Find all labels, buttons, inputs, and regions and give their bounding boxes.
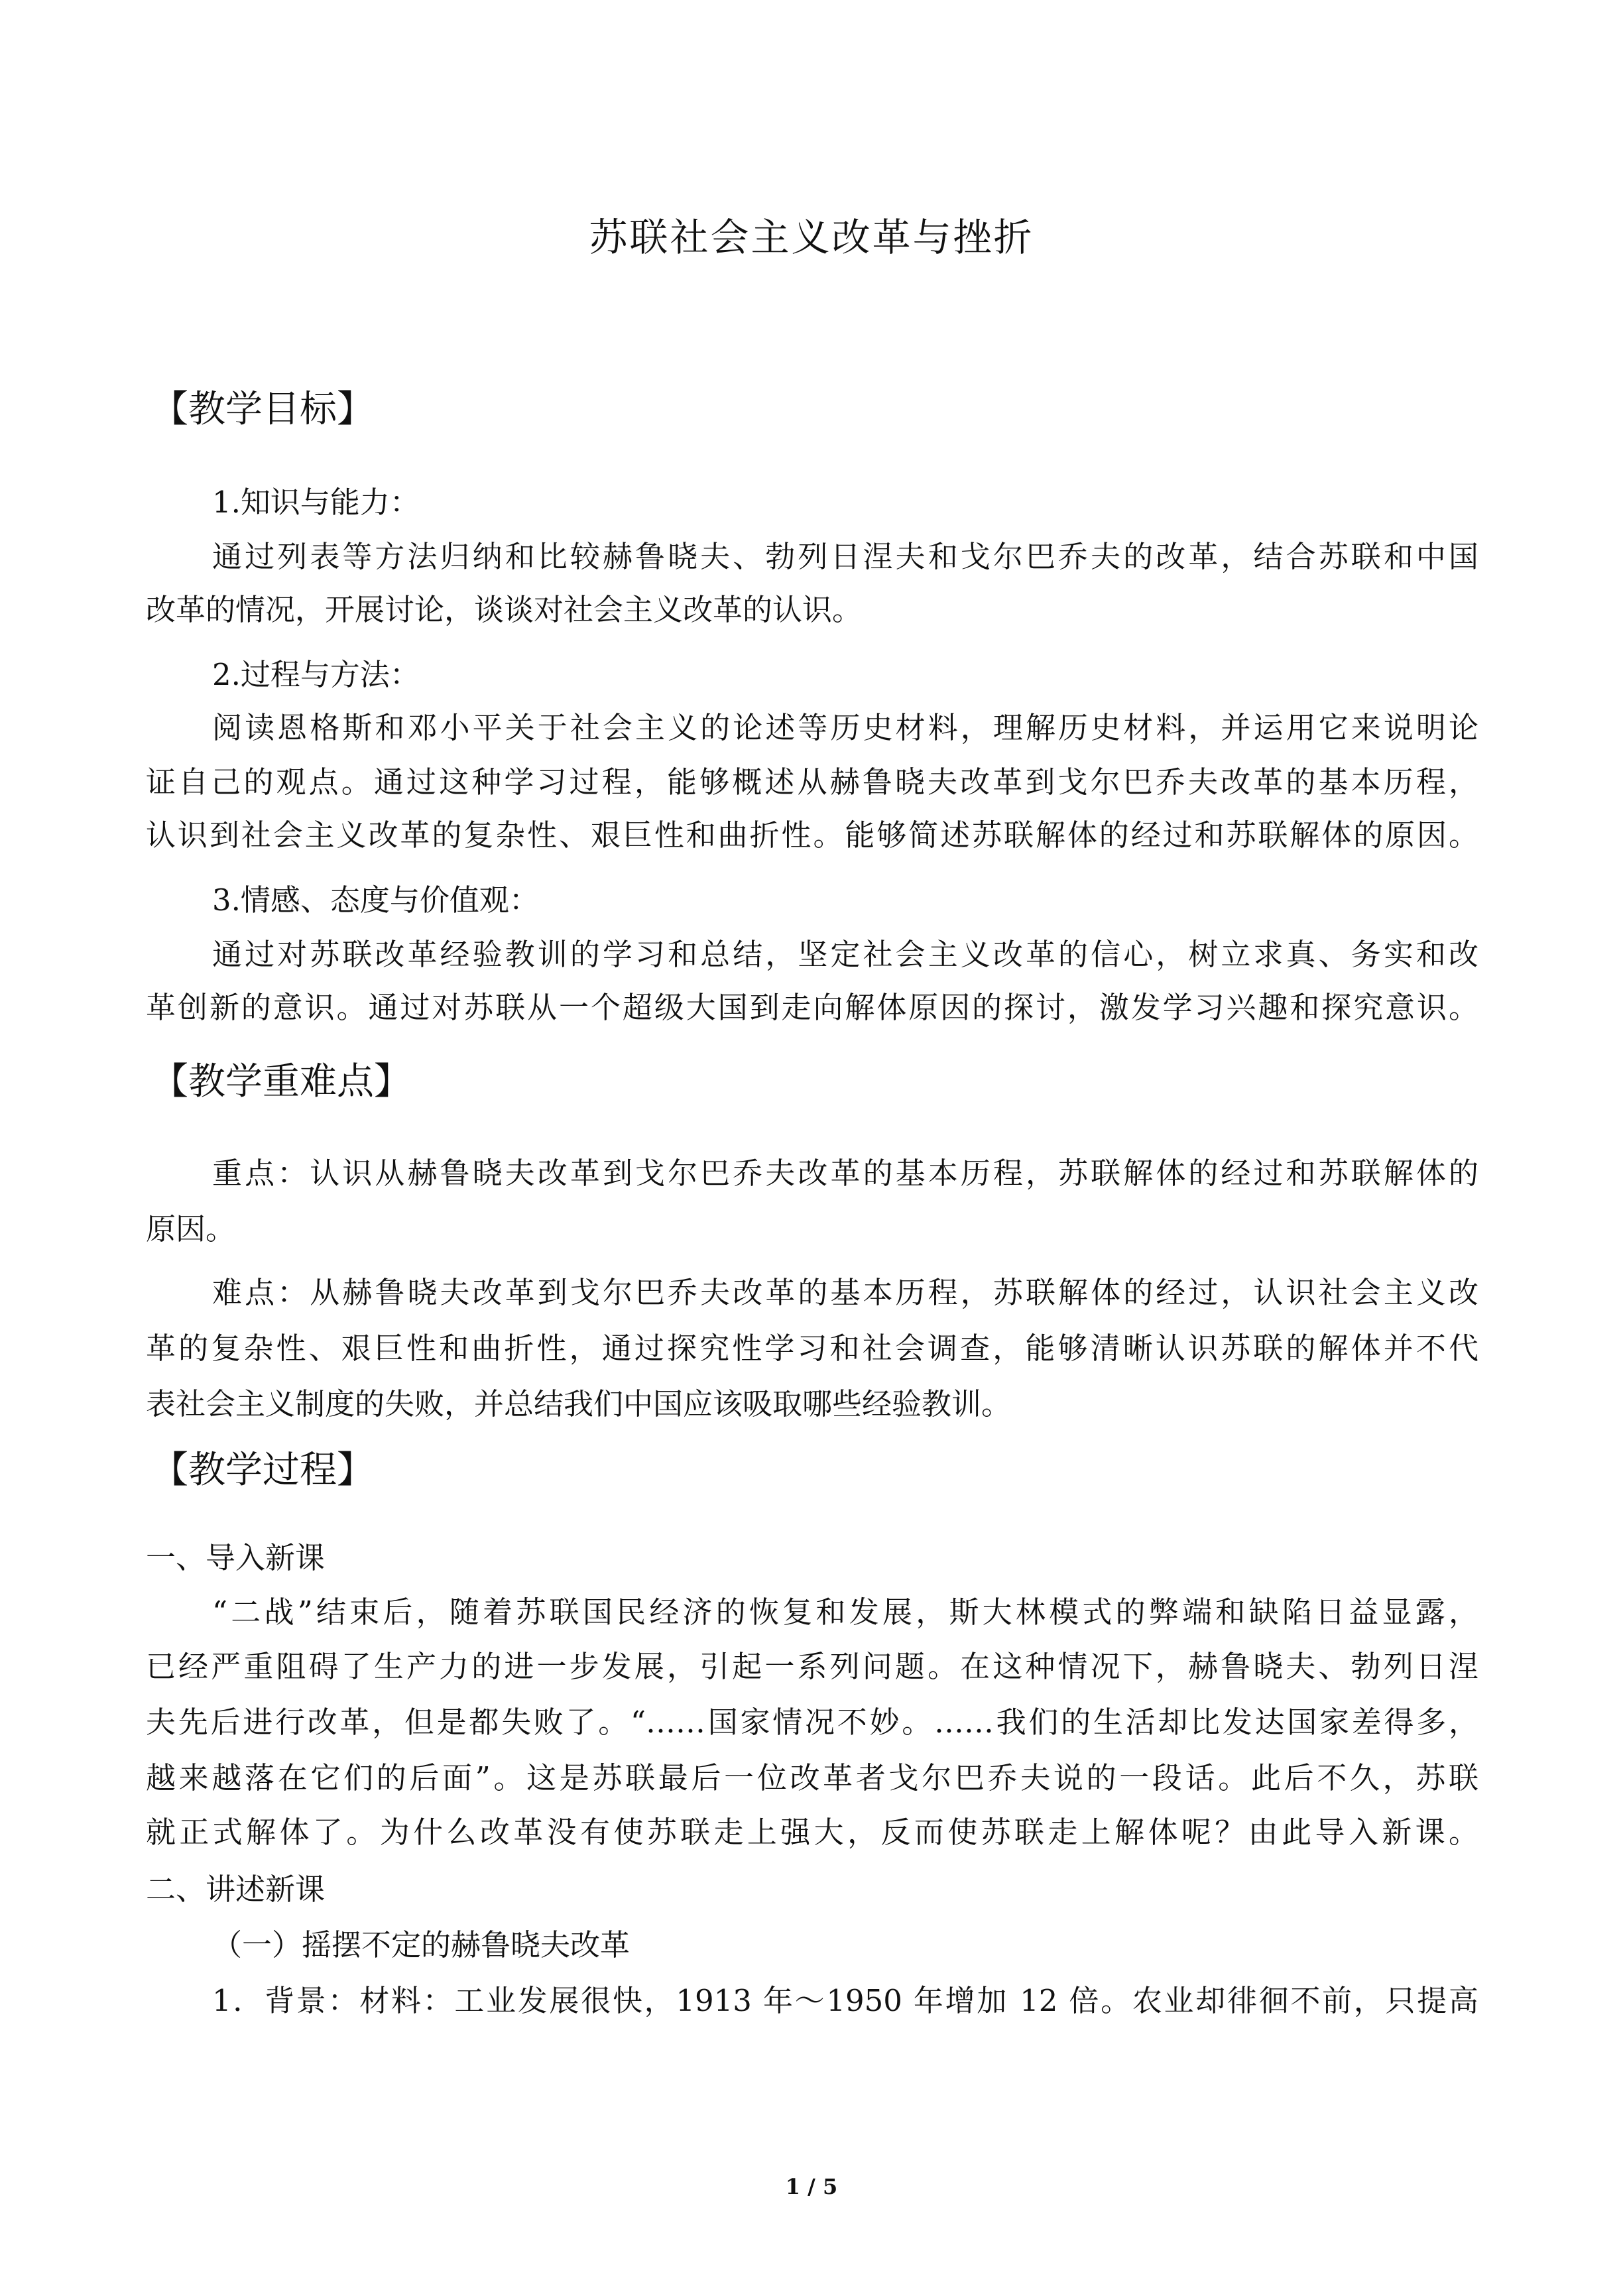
paragraph-line: 证自己的观点。通过这种学习过程，能够概述从赫鲁晓夫改革到戈尔巴乔夫改革的基本历程， [146,764,1478,800]
paragraph-line: 改革的情况，开展讨论，谈谈对社会主义改革的认识。 [146,592,863,627]
section-heading-goals: 【教学目标】 [151,388,374,431]
page-number: 1 / 5 [785,2174,838,2199]
paragraph-line: 夫先后进行改革，但是都失败了。“……国家情况不妙。……我们的生活却比发达国家差得多， [146,1705,1478,1740]
goal3-label: 3.情感、态度与价值观： [212,882,539,918]
paragraph-line: 越来越落在它们的后面”。这是苏联最后一位改革者戈尔巴乔夫说的一段话。此后不久，苏联 [146,1760,1478,1795]
subsection-label: （一）摇摆不定的赫鲁晓夫改革 [212,1927,631,1963]
goal1-label: 1.知识与能力： [212,485,420,520]
paragraph-line: 就正式解体了。为什么改革没有使苏联走上强大，反而使苏联走上解体呢？由此导入新课。 [146,1815,1478,1850]
section-heading-key-points: 【教学重难点】 [151,1060,411,1103]
paragraph-line: 表社会主义制度的失败，并总结我们中国应该吸取哪些经验教训。 [146,1386,1012,1421]
paragraph-line: 认识到社会主义改革的复杂性、艰巨性和曲折性。能够简述苏联解体的经过和苏联解体的原因。 [146,817,1478,853]
paragraph-line: 革创新的意识。通过对苏联从一个超级大国到走向解体原因的探讨，激发学习兴趣和探究意识。 [146,990,1478,1025]
section-heading-process: 【教学过程】 [151,1449,374,1492]
part2-label: 二、讲述新课 [146,1872,326,1907]
paragraph-line: 重点：认识从赫鲁晓夫改革到戈尔巴乔夫改革的基本历程，苏联解体的经过和苏联解体的 [212,1156,1478,1191]
document-title: 苏联社会主义改革与挫折 [589,215,1034,260]
paragraph-line: 原因。 [146,1211,236,1246]
paragraph-line: 难点：从赫鲁晓夫改革到戈尔巴乔夫改革的基本历程，苏联解体的经过，认识社会主义改 [212,1275,1478,1310]
paragraph-line: 通过对苏联改革经验教训的学习和总结，坚定社会主义改革的信心，树立求真、务实和改 [212,937,1478,972]
paragraph-line: 阅读恩格斯和邓小平关于社会主义的论述等历史材料，理解历史材料，并运用它来说明论 [212,710,1478,745]
part1-label: 一、导入新课 [146,1540,326,1575]
paragraph-line: 已经严重阻碍了生产力的进一步发展，引起一系列问题。在这种情况下，赫鲁晓夫、勃列日涅 [146,1649,1478,1684]
paragraph-line: 通过列表等方法归纳和比较赫鲁晓夫、勃列日涅夫和戈尔巴乔夫的改革，结合苏联和中国 [212,539,1478,574]
paragraph-line: “二战”结束后，随着苏联国民经济的恢复和发展，斯大林模式的弊端和缺陷日益显露， [212,1595,1478,1630]
paragraph-line: 革的复杂性、艰巨性和曲折性，通过探究性学习和社会调查，能够清晰认识苏联的解体并不代 [146,1331,1478,1366]
goal2-label: 2.过程与方法： [212,657,420,692]
paragraph-line: 1．背景：材料：工业发展很快，1913 年～1950 年增加 12 倍。农业却徘徊不前，只提高 [212,1983,1478,2018]
